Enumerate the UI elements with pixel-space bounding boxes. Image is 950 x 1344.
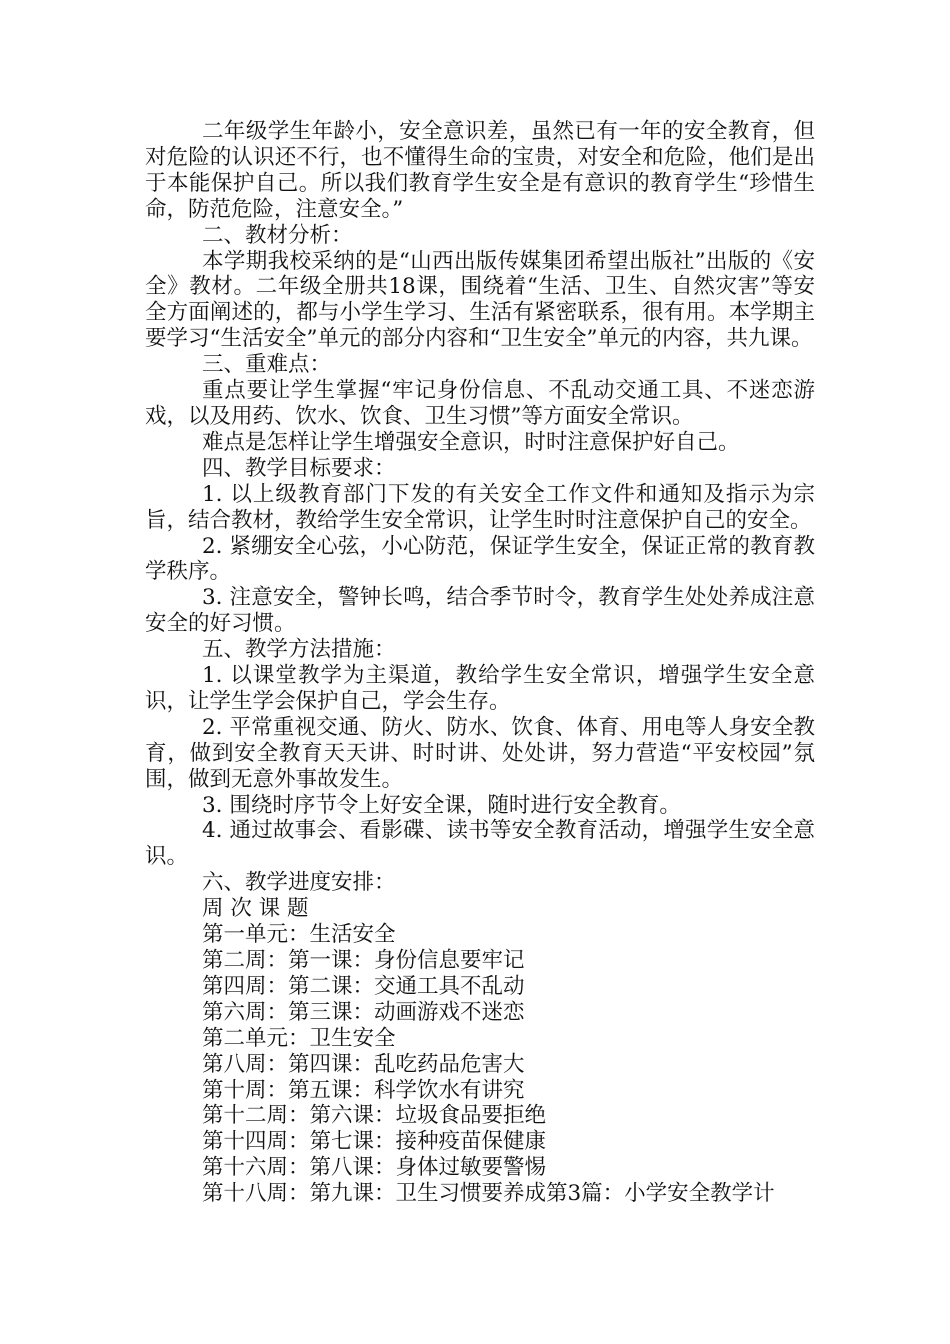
schedule-row: 第十周：第五课：科学饮水有讲究 xyxy=(202,1077,525,1103)
list-item: 1. 以课堂教学为主渠道，教给学生安全常识，增强学生安全意识，让学生学会保护自己，学会生存。 xyxy=(145,663,815,714)
schedule-row: 第六周：第三课：动画游戏不迷恋 xyxy=(202,999,525,1025)
document-body xyxy=(145,119,815,1207)
schedule-row: 第十四周：第七课：接种疫苗保健康 xyxy=(202,1129,547,1155)
paragraph: 二年级学生年龄小，安全意识差，虽然已有一年的安全教育，但对危险的认识还不行，也不懂得生命的宝贵，对安全和危险，他们是出于本能保护自己。所以我们教育学生安全是有意识的教育学生“珍惜生命，防范危险，注意安全。” xyxy=(145,119,815,222)
schedule-row: 第四周：第二课：交通工具不乱动 xyxy=(202,973,525,999)
paragraph: 重点要让学生掌握“牢记身份信息、不乱动交通工具、不迷恋游戏，以及用药、饮水、饮食、卫生习惯”等方面安全常识。 xyxy=(145,378,815,429)
schedule-unit: 第一单元：生活安全 xyxy=(202,922,396,948)
section-heading: 五、教学方法措施： xyxy=(202,637,396,663)
section-heading: 六、教学进度安排： xyxy=(202,870,396,896)
schedule-row: 第十六周：第八课：身体过敏要警惕 xyxy=(202,1155,547,1181)
paragraph: 本学期我校采纳的是“山西出版传媒集团希望出版社”出版的《安全》教材。二年级全册共18课，围绕着“生活、卫生、自然灾害”等安全方面阐述的，都与小学生学习、生活有紧密联系，很有用。本学期主要学习“生活安全”单元的部分内容和“卫生安全”单元的内容，共九课。 xyxy=(145,248,815,352)
schedule-row-last: 第十八周：第九课：卫生习惯要养成第3篇：小学安全教学计 xyxy=(202,1181,775,1207)
schedule-unit: 第二单元：卫生安全 xyxy=(202,1025,396,1051)
section-heading: 二、教材分析： xyxy=(202,222,353,248)
list-item: 3. 注意安全，警钟长鸣，结合季节时令，教育学生处处养成注意安全的好习惯。 xyxy=(145,585,815,637)
schedule-row: 第八周：第四课：乱吃药品危害大 xyxy=(202,1051,525,1077)
paragraph: 难点是怎样让学生增强安全意识，时时注意保护好自己。 xyxy=(202,429,740,455)
section-heading: 四、教学目标要求： xyxy=(202,455,396,481)
list-item: 4. 通过故事会、看影碟、读书等安全教育活动，增强学生安全意识。 xyxy=(145,818,815,870)
schedule-row: 第二周：第一课：身份信息要牢记 xyxy=(202,948,525,973)
schedule-row: 第十二周：第六课：垃圾食品要拒绝 xyxy=(202,1103,547,1129)
schedule-header: 周 次 课 题 xyxy=(202,896,309,922)
list-item: 2. 平常重视交通、防火、防水、饮食、体育、用电等人身安全教育，做到安全教育天天讲、时时讲、处处讲，努力营造“平安校园”氛围，做到无意外事故发生。 xyxy=(145,714,815,792)
section-heading: 三、重难点： xyxy=(202,352,332,378)
list-item: 3. 围绕时序节令上好安全课，随时进行安全教育。 xyxy=(202,792,681,818)
list-item: 2. 紧绷安全心弦，小心防范，保证学生安全，保证正常的教育教学秩序。 xyxy=(145,533,815,585)
list-item: 1. 以上级教育部门下发的有关安全工作文件和通知及指示为宗旨，结合教材，教给学生安全常识，让学生时时注意保护自己的安全。 xyxy=(145,481,815,533)
